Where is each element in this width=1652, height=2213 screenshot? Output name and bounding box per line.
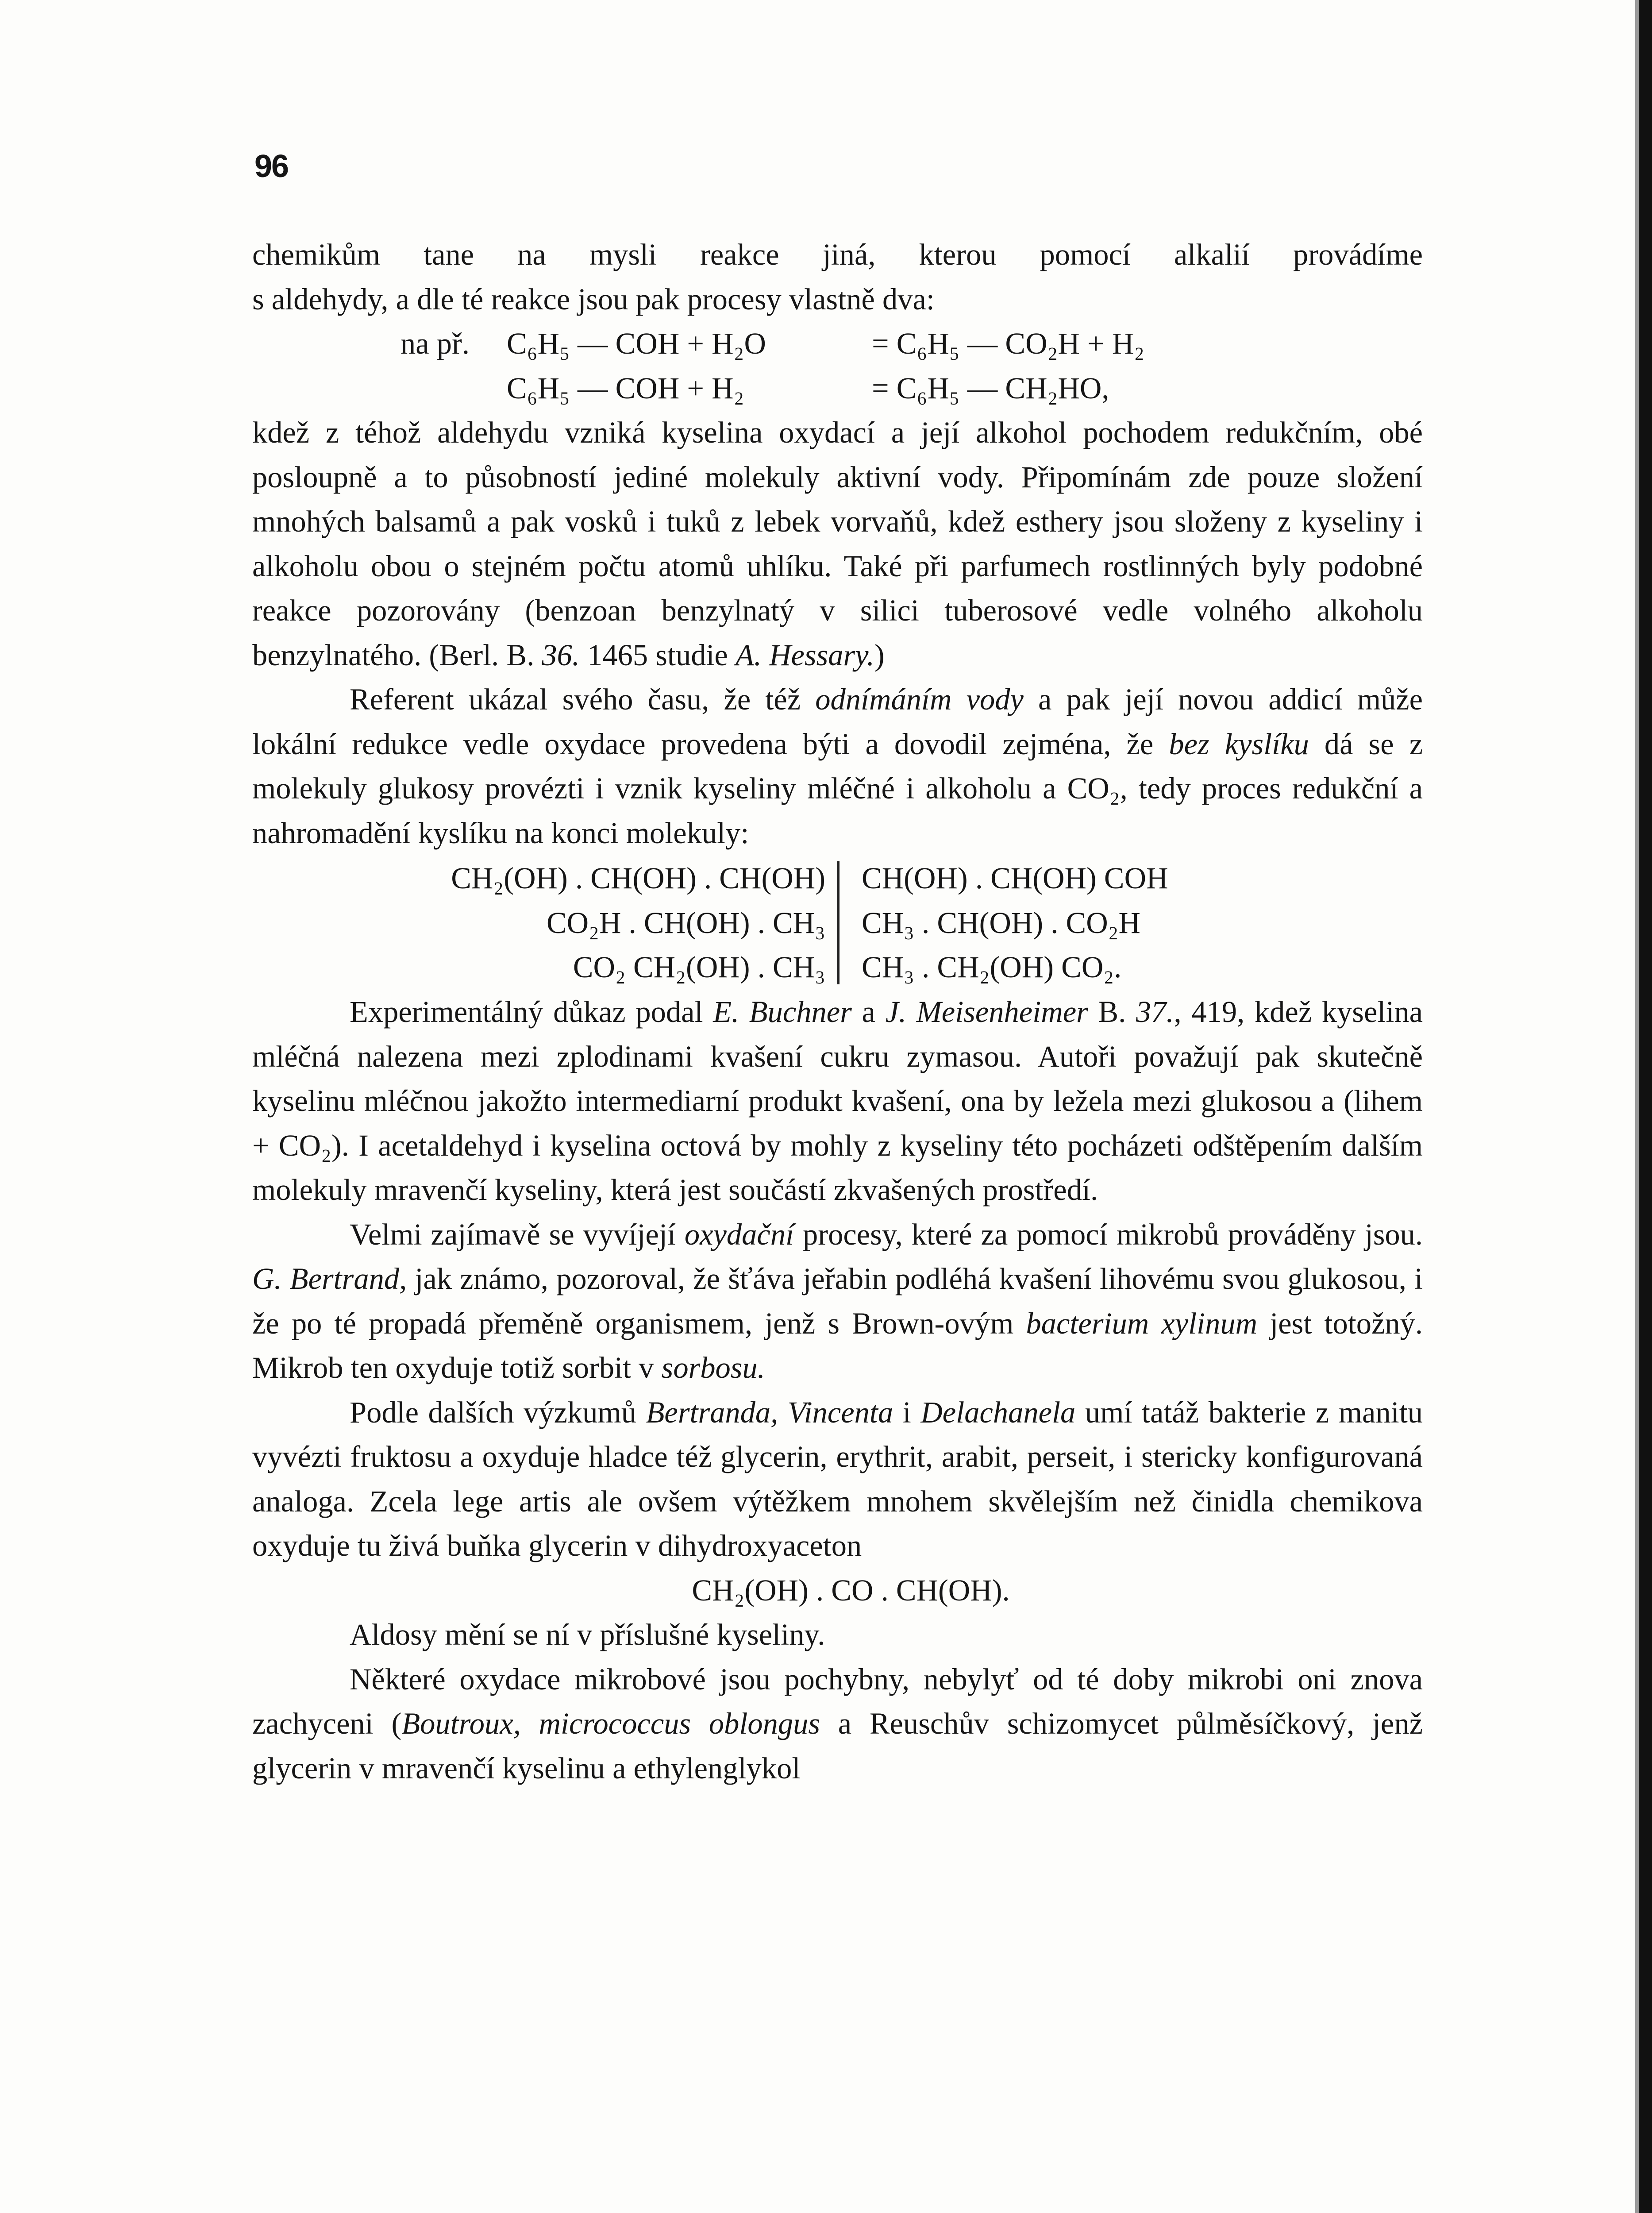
formula-left-row: CO₂H . CH(OH) . CH₃ bbox=[546, 906, 825, 940]
paragraph-1-tail: 1465 studie bbox=[587, 638, 728, 672]
paragraph-4-sorbosu: sorbosu. bbox=[661, 1351, 765, 1384]
equation-block-1 bbox=[252, 321, 1423, 410]
equation-1-right: = C₆H₅ — CO₂H + H₂ bbox=[872, 327, 1145, 360]
formula-right-row: CH₃ . CH₂(OH) CO₂. bbox=[862, 950, 1122, 984]
paragraph-3-e: B. bbox=[1098, 995, 1126, 1029]
paragraph-4-species: bacterium xylinum bbox=[1026, 1306, 1258, 1340]
paragraph-5-e: umí tatáž bakterie z manitu vyvézti fruktosu a oxyduje hladce též glycerin, erythrit, arabit, perseit, i stericky konfigurovaná analoga. Zcela lege artis ale ovšem výtěžkem mnohem skvělejším než činidla chemikova oxyduje tu živá buňka glycerin v dihydroxyaceton bbox=[252, 1395, 1423, 1562]
author-meisenheimer: J. Meisenheimer bbox=[885, 995, 1088, 1029]
page-number: 96 bbox=[254, 149, 289, 184]
author-bertrand: G. Bertrand, bbox=[252, 1262, 407, 1295]
paragraph-4-e: jak známo, pozoroval, že šťáva jeřabin podléhá kvašení lihovému svou glukosou, i že po té propadá přeměně organismem, jenž s Brown-ovým bbox=[252, 1262, 1423, 1340]
paragraph-2-a: Referent ukázal svého času, že též bbox=[350, 682, 801, 716]
paragraph-4 bbox=[252, 1212, 1423, 1390]
page-edge-shadow bbox=[1635, 0, 1639, 2213]
equation-1-left: C₆H₅ — COH + H₂O bbox=[507, 327, 766, 360]
equation-2-left: C₆H₅ — COH + H₂ bbox=[507, 371, 744, 405]
paragraph-2-c: a pak její novou addicí může lokální redukce vedle oxydace provedena býti a dovodil zejména, že bbox=[252, 682, 1423, 761]
formula-right-row: CH(OH) . CH(OH) COH bbox=[862, 861, 1168, 895]
paragraph-4-emphasis: oxydační bbox=[684, 1217, 794, 1251]
paragraph-4-g: jest totožný. Mikrob ten oxyduje totiž sorbit v bbox=[252, 1306, 1423, 1384]
paragraph-1-author: A. Hessary. bbox=[736, 638, 874, 672]
paragraph-3 bbox=[252, 990, 1423, 1212]
paragraph-7-c: a Reuschův schizomycet půlměsíčkový, jenž glycerin v mravenčí kyselinu a ethylenglykol bbox=[252, 1707, 1423, 1785]
intro-line-1: chemikům tane na mysli reakce jiná, kterou pomocí alkalií provádíme bbox=[252, 238, 1423, 271]
page-edge bbox=[1639, 0, 1652, 2213]
paragraph-1-volume: 36. bbox=[542, 638, 580, 672]
author-delachanela: Delachanela bbox=[920, 1395, 1076, 1429]
body-text bbox=[252, 232, 1423, 1790]
formula-table-right bbox=[862, 856, 1168, 990]
paragraph-3-volume: 37. bbox=[1136, 995, 1174, 1029]
formula-table bbox=[252, 856, 1423, 990]
formula-dihydroxyaceton: CH₂(OH) . CO . CH(OH). bbox=[692, 1573, 1010, 1607]
formula-left-row: CH₂(OH) . CH(OH) . CH(OH) bbox=[451, 861, 825, 895]
paragraph-4-c: procesy, které za pomocí mikrobů prováděny jsou. bbox=[803, 1217, 1423, 1251]
authors-bertranda-vincenta: Bertranda, Vincenta bbox=[646, 1395, 893, 1429]
paragraph-1 bbox=[252, 410, 1423, 677]
formula-table-left bbox=[451, 856, 825, 990]
equation-prefix: na př. bbox=[400, 327, 470, 360]
paragraph-5 bbox=[252, 1390, 1423, 1568]
intro-line-2: s aldehydy, a dle té reakce jsou pak procesy vlastně dva: bbox=[252, 282, 935, 316]
equation-row-2 bbox=[252, 366, 1423, 411]
paragraph-7 bbox=[252, 1657, 1423, 1791]
paragraph-2-e: dá se z molekuly glukosy provézti i vznik kyseliny mléčné i alkoholu a CO₂, tedy proces redukční a nahromadění kyslíku na konci molekuly: bbox=[252, 727, 1423, 850]
paragraph-3-c: a bbox=[862, 995, 875, 1029]
equation-2-right: = C₆H₅ — CH₂HO, bbox=[872, 371, 1109, 405]
paragraph-1-close: ) bbox=[874, 638, 885, 672]
paragraph-2 bbox=[252, 677, 1423, 855]
paragraph-5-a: Podle dalších výzkumů bbox=[350, 1395, 637, 1429]
paragraph-1-text: kdež z téhož aldehydu vzniká kyselina oxydací a její alkohol pochodem redukčním, obé posloupně a to působností jediné molekuly aktivní vody. Připomínám zde pouze složení mnohých balsamů a pak vosků i tuků z lebek vorvaňů, kdež esthery jsou složeny z kyseliny i alkoholu obou o stejném počtu atomů uhlíku. Také při parfumech rostlinných byly podobné reakce pozorovány (benzoan benzylnatý v silici tuberosové vedle volného alkoholu benzylnatého. (Berl. B. bbox=[252, 416, 1423, 672]
paragraph-7-a: Některé oxydace mikrobové jsou pochybny, nebylyť od té doby mikrobi oni znova zachyceni ( bbox=[252, 1662, 1423, 1740]
paragraph-2-emphasis-2: bez kyslíku bbox=[1169, 727, 1309, 761]
paragraph-7-emphasis: Boutroux, micrococcus oblongus bbox=[401, 1707, 820, 1740]
intro-paragraph bbox=[252, 232, 1423, 321]
formula-right-row: CH₃ . CH(OH) . CO₂H bbox=[862, 906, 1141, 940]
paragraph-6: Aldosy mění se ní v příslušné kyseliny. bbox=[350, 1618, 825, 1651]
paragraph-3-a: Experimentálný důkaz podal bbox=[350, 995, 703, 1029]
paragraph-5-c: i bbox=[902, 1395, 911, 1429]
paragraph-3-g: , 419, kdež kyselina mléčná nalezena mezi zplodinami kvašení cukru zymasou. Autoři považují pak skutečně kyselinu mléčnou jakožto intermediarní produkt kvašení, ona by ležela mezi glukosou a (lihem + CO₂). I acetaldehyd i kyselina octová by mohly z kyseliny této pocházeti odštěpením dalším molekuly mravenčí kyseliny, která jest součástí zkvašených prostředí. bbox=[252, 995, 1423, 1207]
formula-table-divider bbox=[837, 861, 839, 984]
paragraph-4-a: Velmi zajímavě se vyvíjejí bbox=[350, 1217, 676, 1251]
author-buchner: E. Buchner bbox=[713, 995, 852, 1029]
equation-row-1 bbox=[252, 321, 1423, 366]
formula-left-row: CO₂ CH₂(OH) . CH₃ bbox=[573, 950, 825, 984]
paragraph-2-emphasis-1: odnímáním vody bbox=[815, 682, 1024, 716]
